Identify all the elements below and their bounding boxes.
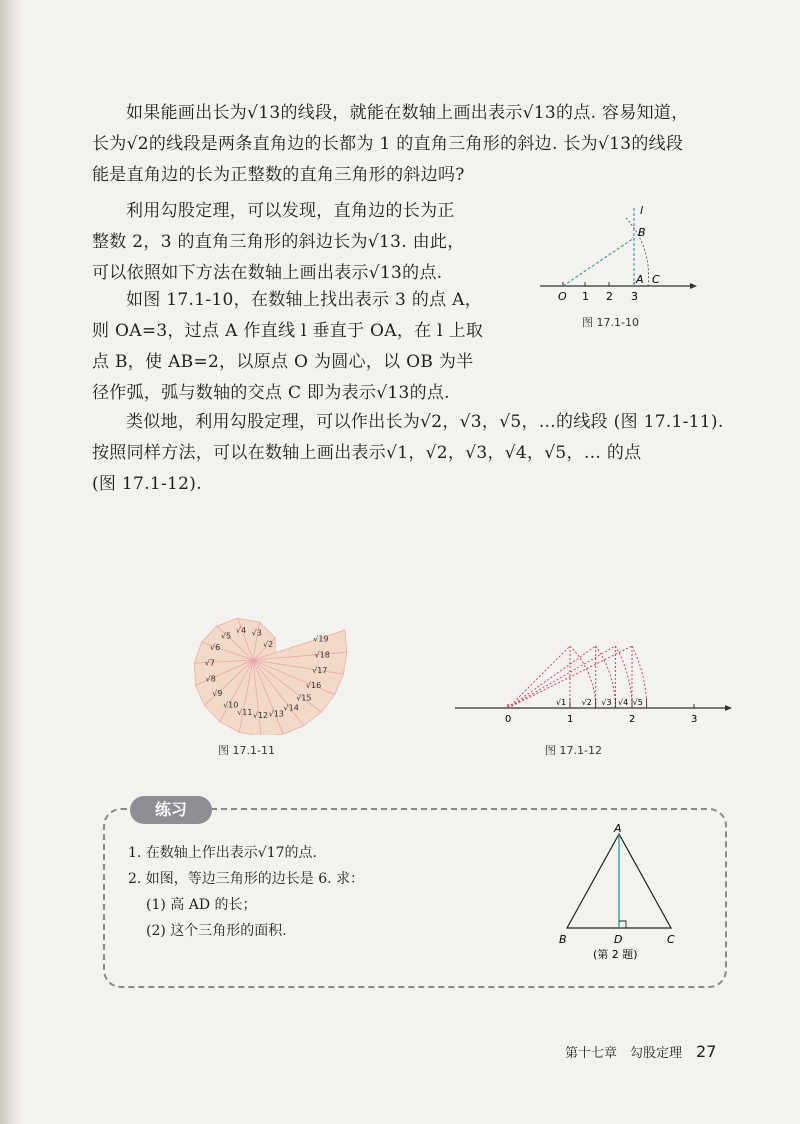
segment-OB [563, 238, 634, 286]
spiral-root-label: √14 [283, 703, 299, 713]
exercise-item: (2) 这个三角形的面积. [146, 923, 287, 939]
figure-17-1-11-spiral [90, 525, 370, 735]
page-number: 27 [696, 1042, 717, 1061]
label-A: A [614, 822, 622, 835]
label-C: C [667, 933, 675, 946]
label-l: l [640, 204, 644, 217]
tick-label: 2 [629, 714, 636, 725]
label-B: B [559, 933, 567, 946]
text-line: 则 OA=3，过点 A 作直线 l 垂直于 OA，在 l 上取 [92, 321, 484, 341]
tick-label: 3 [691, 714, 698, 725]
page-footer [565, 1042, 716, 1061]
exercise-item: (1) 高 AD 的长； [146, 897, 257, 913]
figure-caption: 图 17.1-12 [545, 744, 602, 757]
exercise-item: 1. 在数轴上作出表示√17的点. [128, 845, 317, 861]
spiral-root-label: √3 [251, 628, 262, 638]
root-label: √5 [632, 698, 643, 707]
text-line: 利用勾股定理，可以发现，直角边的长为正 [126, 201, 455, 221]
spiral-root-label: √4 [235, 626, 247, 636]
label-O: O [558, 290, 567, 303]
label-B: B [638, 226, 646, 239]
spiral-root-label: √9 [212, 688, 223, 698]
text-line: 点 B，使 AB=2，以原点 O 为圆心，以 OB 为半 [92, 352, 474, 372]
root-label: √3 [601, 698, 612, 707]
paragraph-3 [92, 285, 483, 409]
text-line: 整数 2，3 的直角三角形的斜边长为√13. 由此， [92, 232, 465, 252]
text-line: 如图 17.1-10，在数轴上找出表示 3 的点 A， [126, 290, 483, 310]
tick-label-2: 2 [606, 290, 613, 303]
spiral-root-label: √7 [204, 658, 215, 668]
paragraph-1 [92, 98, 689, 191]
exercise-item: 2. 如图，等边三角形的边长是 6. 求： [128, 871, 365, 887]
text-line: 径作弧，弧与数轴的交点 C 即为表示√13的点. [92, 383, 450, 403]
spiral-root-label: √10 [223, 700, 239, 710]
text-line: 长为√2的线段是两条直角边的长都为 1 的直角三角形的斜边. 长为√13的线段 [92, 134, 684, 154]
text-line: 类似地，利用勾股定理，可以作出长为√2，√3，√5，…的线段 (图 17.1-11). [126, 412, 724, 432]
figure-caption: (第 2 题) [593, 948, 638, 961]
spiral-root-label: √5 [220, 631, 232, 641]
tick-label-1: 1 [582, 290, 589, 303]
label-A: A [636, 273, 644, 286]
spiral-root-label: √13 [268, 709, 285, 719]
text-line: (图 17.1-12). [92, 474, 202, 494]
spiral-root-label: √6 [209, 643, 221, 653]
book-spine-shadow [0, 0, 22, 1124]
text-line: 可以依照如下方法在数轴上画出表示√13的点. [92, 263, 443, 283]
root-label: √2 [581, 698, 592, 707]
spiral-root-label: √19 [313, 634, 329, 644]
axis-arrow [690, 283, 697, 289]
paragraph-4 [92, 407, 724, 500]
tick-label: 0 [505, 714, 512, 725]
root-label: √1 [556, 698, 567, 707]
spiral-root-label: √2 [262, 640, 274, 650]
text-line: 能是直角边的长为正整数的直角三角形的斜边吗? [92, 165, 465, 185]
spiral-root-label: √16 [305, 680, 322, 690]
paragraph-2 [92, 196, 465, 289]
triangle-figure [555, 822, 685, 967]
figure-17-1-10 [530, 200, 700, 310]
spiral-root-label: √17 [312, 666, 328, 676]
spiral-root-label: √15 [296, 693, 312, 703]
label-C: C [652, 273, 660, 286]
axis-arrow [725, 705, 732, 711]
spiral-root-label: √18 [314, 650, 330, 660]
text-line: 如果能画出长为√13的线段，就能在数轴上画出表示√13的点. 容易知道， [126, 103, 689, 123]
exercise-tab: 练习 [130, 796, 212, 824]
tick-label: 1 [567, 714, 574, 725]
spiral-root-label: √8 [205, 674, 216, 684]
root-label: √4 [618, 698, 629, 707]
right-angle-mark [619, 921, 626, 928]
figure-caption: 图 17.1-11 [218, 744, 275, 757]
figure-17-1-12 [450, 630, 740, 730]
figure-caption: 图 17.1-10 [582, 316, 639, 329]
exercise-list [128, 840, 364, 944]
text-line: 按照同样方法，可以在数轴上画出表示√1，√2，√3，√4，√5，… 的点 [92, 443, 642, 463]
spiral-root-label: √11 [237, 708, 253, 718]
spiral-root-label: √12 [252, 711, 269, 721]
tick-label-3: 3 [631, 290, 638, 303]
label-D: D [614, 933, 623, 946]
chapter-title: 第十七章 勾股定理 [565, 1046, 683, 1061]
